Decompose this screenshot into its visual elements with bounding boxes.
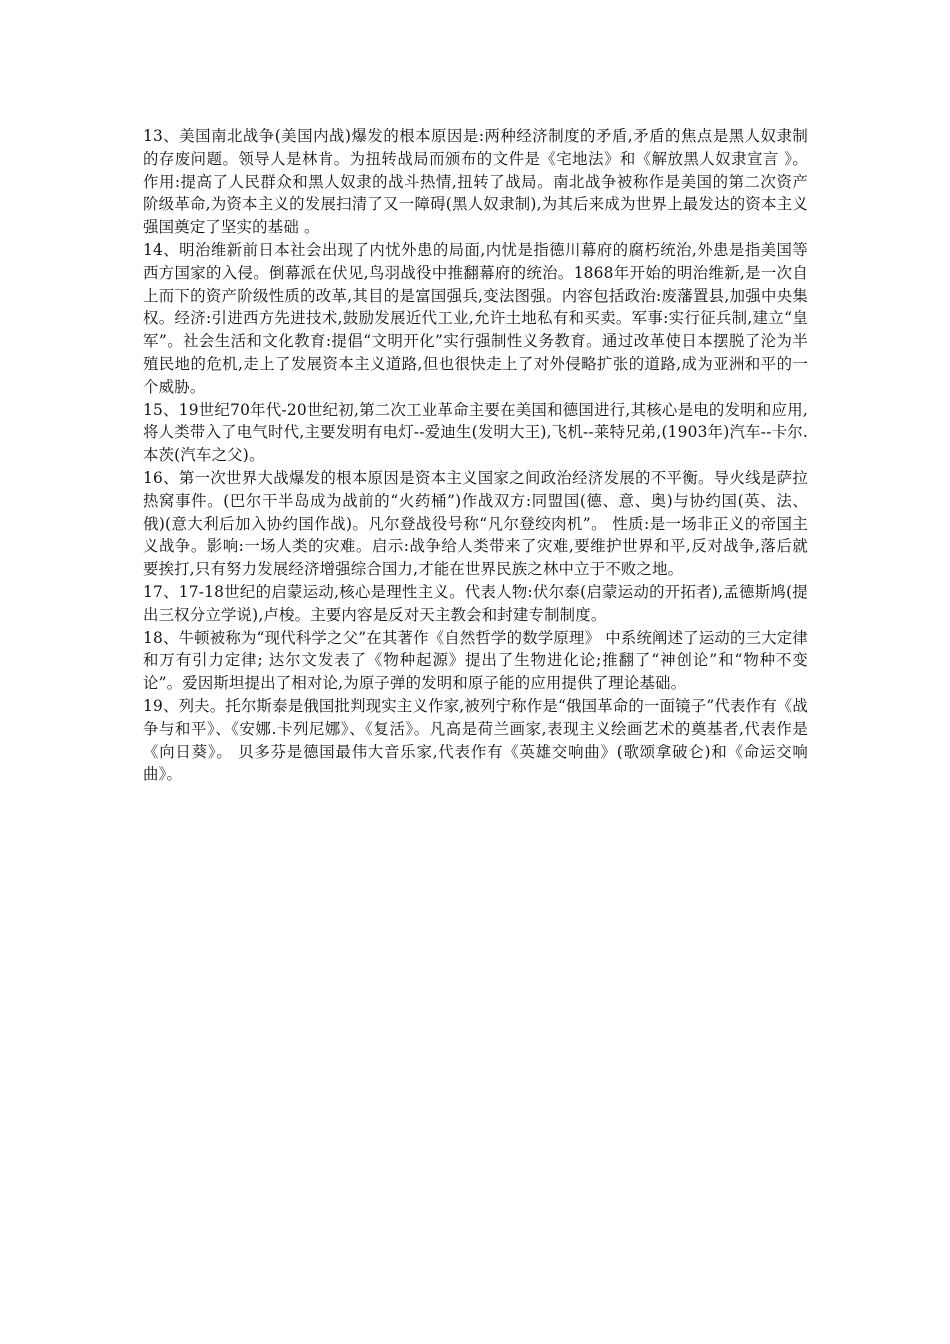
document-body <box>143 125 808 786</box>
paragraph-16: 16、第一次世界大战爆发的根本原因是资本主义国家之间政治经济发展的不平衡。导火线是萨拉热窝事件。(巴尔干半岛成为战前的“火药桶”)作战双方:同盟国(德、意、奥)与协约国(英、法、俄)(意大利后加入协约国作战)。凡尔登战役号称“凡尔登绞肉机”。 性质:是一场非正义的帝国主义战争。影响:一场人类的灾难。启示:战争给人类带来了灾难,要维护世界和平,反对战争,落后就要挨打,只有努力发展经济增强综合国力,才能在世界民族之林中立于不败之地。 <box>143 468 808 579</box>
paragraph-13: 13、美国南北战争(美国内战)爆发的根本原因是:两种经济制度的矛盾,矛盾的焦点是黑人奴隶制的存废问题。领导人是林肯。为扭转战局而颁布的文件是《宅地法》和《解放黑人奴隶宣言 》。作用:提高了人民群众和黑人奴隶的战斗热情,扭转了战局。南北战争被称作是美国的第二次资产阶级革命,为资本主义的发展扫清了又一障碍(黑人奴隶制),为其后来成为世界上最发达的资本主义强国奠定了坚实的基础 。 <box>143 127 808 237</box>
paragraph-18: 18、牛顿被称为“现代科学之父”在其著作《自然哲学的数学原理》 中系统阐述了运动的三大定律和万有引力定律; 达尔文发表了《物种起源》提出了生物进化论;推翻了“神创论”和“物种不变论”。爱因斯坦提出了相对论,为原子弹的发明和原子能的应用提供了理论基础。 <box>143 628 808 693</box>
paragraph-14: 14、明治维新前日本社会出现了内忧外患的局面,内忧是指德川幕府的腐朽统治,外患是指美国等西方国家的入侵。倒幕派在伏见,鸟羽战役中推翻幕府的统治。1868年开始的明治维新,是一次自上而下的资产阶级性质的改革,其目的是富国强兵,变法图强。内容包括政治:废藩置县,加强中央集权。经济:引进西方先进技术,鼓励发展近代工业,允许土地私有和买卖。军事:实行征兵制,建立“皇军”。社会生活和文化教育:提倡“文明开化”实行强制性义务教育。通过改革使日本摆脱了沦为半殖民地的危机,走上了发展资本主义道路,但也很快走上了对外侵略扩张的道路,成为亚洲和平的一个威胁。 <box>143 240 808 396</box>
paragraph-15: 15、19世纪70年代-20世纪初,第二次工业革命主要在美国和德国进行,其核心是电的发明和应用,将人类带入了电气时代,主要发明有电灯--爱迪生(发明大王),飞机--莱特兄弟,(1903年)汽车--卡尔.本茨(汽车之父)。 <box>143 400 808 465</box>
paragraph-19: 19、列夫。托尔斯泰是俄国批判现实主义作家,被列宁称作是“俄国革命的一面镜子”代表作有《战争与和平》、《安娜.卡列尼娜》、《复活》。凡高是荷兰画家,表现主义绘画艺术的奠基者,代表作是《向日葵》。 贝多芬是德国最伟大音乐家,代表作有《英雄交响曲》(歌颂拿破仑)和《命运交响曲》。 <box>143 696 808 784</box>
paragraph-17: 17、17-18世纪的启蒙运动,核心是理性主义。代表人物:伏尔泰(启蒙运动的开拓者),孟德斯鸠(提出三权分立学说),卢梭。主要内容是反对天主教会和封建专制制度。 <box>143 582 808 624</box>
